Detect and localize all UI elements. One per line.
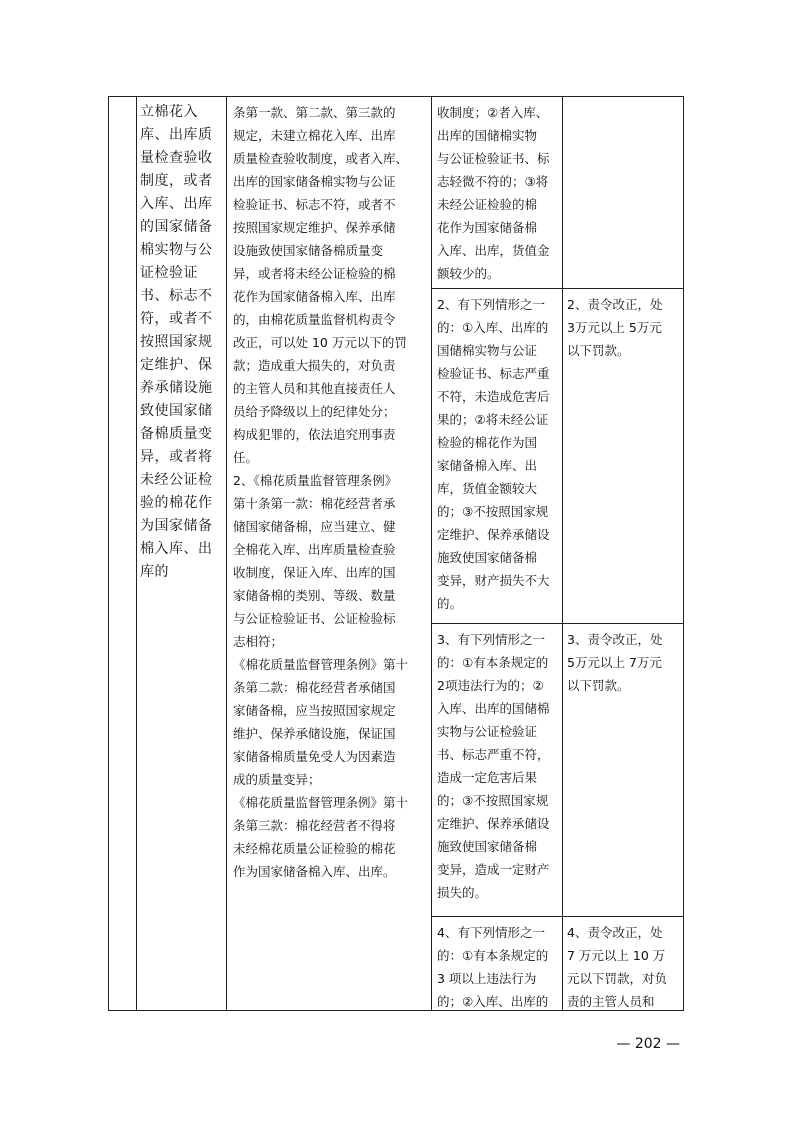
situation-row-3: 3、有下列情形之一 的：①有本条规定的 2项违法行为的；② 入库、出库的国储棉 实物与公证检验证 书、标志严重不符， 造成一定危害后果 的；③不按照国家规 定维护、保养承储设 施致使国家储备棉 变异，造成一定财产 损失的。 xyxy=(437,632,550,900)
row-divider-2 xyxy=(431,623,683,624)
regulation-table xyxy=(108,96,684,1011)
col-divider-2 xyxy=(226,97,227,1010)
col-divider-1 xyxy=(136,97,137,1010)
col-divider-4 xyxy=(562,97,563,1010)
page-number: — 202 — xyxy=(616,1036,680,1052)
legal-basis: 条第一款、第二款、第三款的 规定，未建立棉花入库、出库 质量检查验收制度，或者入库、 出库的国家储备棉实物与公证 检验证书、标志不符，或者不 按照国家规定维护、保养承储 设施致使国家储备棉质量变 异，或者将未经公证检验的棉 花作为国家储备棉入库、出库 的，由棉花质量监督机构责令 改正，可以处 10 万元以下的罚 款；造成重大损失的，对负责 的主管人员和其他直接责任人 员给予降级以上的纪律处分； 构成犯罪的，依法追究刑事责 任。 2、《棉花质量监督管理条例》 第十条第一款：棉花经营者承 储国家储备棉，应当建立、健 全棉花入库、出库质量检查验 收制度，保证入库、出库的国 家储备棉的类别、等级、数量 与公证检验证书、公证检验标 志相符； 《棉花质量监督管理条例》第十 条第二款：棉花经营者承储国 家储备棉，应当按照国家规定 维护、保养承储设施，保证国 家储备棉质量免受人为因素造 成的质量变异； 《棉花质量监督管理条例》第十 条第三款：棉花经营者不得将 未经棉花质量公证检验的棉花 作为国家储备棉入库、出库。 xyxy=(233,105,409,879)
situation-row-2: 2、有下列情形之一 的：①入库、出库的 国储棉实物与公证 检验证书、标志严重 不符，未造成危害后 果的；②将未经公证 检验的棉花作为国 家储备棉入库、出 库，货值金额较大 的；③不按照国家规 定维护、保养承储设 施致使国家储备棉 变异，财产损失不大 的。 xyxy=(437,297,550,611)
penalty-row-3: 3、责令改正，处 5万元以上 7万元 以下罚款。 xyxy=(567,632,663,693)
situation-row-4: 4、有下列情形之一 的：①有本条规定的 3 项以上违法行为 的；②入库、出库的 xyxy=(437,925,549,1009)
col-divider-3 xyxy=(431,97,432,1010)
row-divider-1 xyxy=(431,288,683,289)
violation-description: 立棉花入 库、出库质 量检查验收 制度，或者 入库、出库 的国家储备 棉实物与公 证检验证 书、标志不 符，或者不 按照国家规 定维护、保 养承储设施 致使国家储 备棉质量变 异，或者将 未经公证检 验的棉花作 为国家储备 棉入库、出 库的 xyxy=(140,104,213,580)
row-divider-3 xyxy=(431,916,683,917)
empty-first-column xyxy=(109,97,136,1010)
situation-row-1: 收制度；②者入库、 出库的国储棉实物 与公证检验证书、标 志轻微不符的；③将 未经公证检验的棉 花作为国家储备棉 入库、出库，货值金 额较少的。 xyxy=(437,105,550,281)
penalty-row-2: 2、责令改正，处 3万元以上 5万元 以下罚款。 xyxy=(567,297,663,358)
penalty-row-4: 4、责令改正，处 7 万元以上 10 万 元以下罚款，对负 责的主管人员和 xyxy=(567,925,668,1009)
